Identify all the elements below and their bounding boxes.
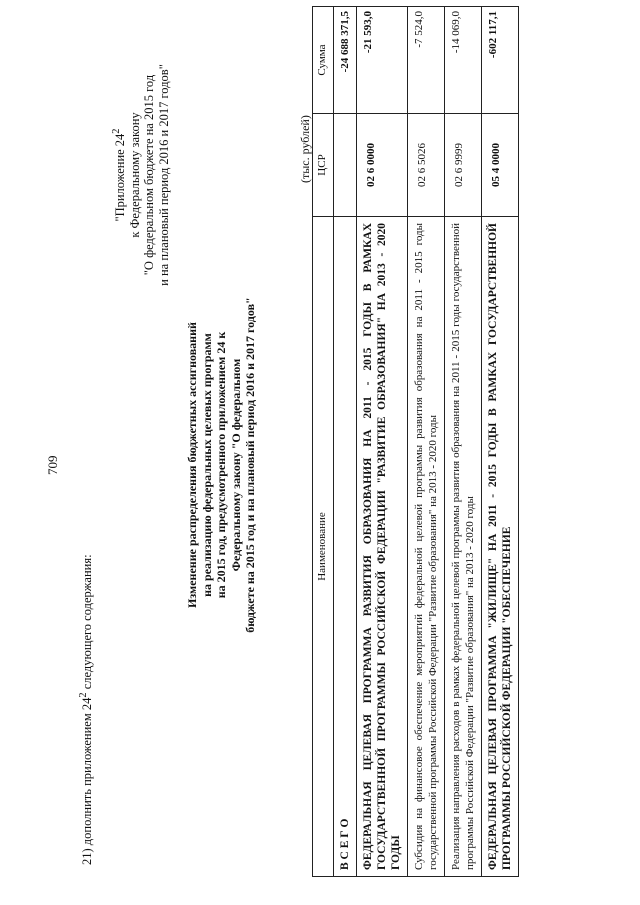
row-code: 05 4 0000 (482, 114, 519, 217)
row-code: 02 6 9999 (445, 114, 482, 217)
table-header-row (313, 7, 334, 877)
title-line: Изменение распределения бюджетных ассигнований (185, 322, 199, 608)
appendix-line-3: "О федеральном бюджете на 2015 год (142, 74, 157, 276)
row-sum: -602 117,1 (482, 7, 519, 114)
table-row (445, 7, 482, 877)
title-line: на 2015 год, предусмотренного приложением 24 к (214, 331, 228, 599)
row-code (334, 114, 357, 217)
intro-superscript: 2 (78, 692, 89, 698)
appendix-line-2: к Федеральному закону (127, 112, 142, 238)
row-name: Субсидия на финансовое обеспечение мероприятий федеральной целевой программы развития образования на 2011 - 2015 годы государственной программы Российской Федерации "Развитие образования" на 2013 - 2020 годы (408, 217, 445, 877)
table-row-total (334, 7, 357, 877)
unit-label: (тыс. рублей) (298, 115, 312, 183)
table-row (482, 7, 519, 877)
appendix-line-4: и на плановый период 2016 и 2017 годов" (156, 64, 171, 286)
title-line: бюджете на 2015 год и на плановый период 2016 и 2017 годов" (243, 297, 257, 633)
row-name: ФЕДЕРАЛЬНАЯ ЦЕЛЕВАЯ ПРОГРАММА "ЖИЛИЩЕ" НА 2011 - 2015 ГОДЫ В РАМКАХ ГОСУДАРСТВЕННОЙ ПРОГРАММЫ РОССИЙСКОЙ ФЕДЕРАЦИИ "ОБЕСПЕЧЕНИЕ (482, 217, 519, 877)
document-title (185, 255, 258, 675)
intro-rest: следующего содержания: (80, 554, 95, 693)
table-row (408, 7, 445, 877)
appendix-header (110, 5, 171, 345)
page-number: 709 (45, 455, 60, 475)
row-sum: -24 688 371,5 (334, 7, 357, 114)
row-sum: -21 593,0 (357, 7, 408, 114)
appendix-line-1: "Приложение $24^2$ (111, 128, 128, 222)
header-sum: Сумма (313, 7, 334, 114)
header-name: Наименование (313, 217, 334, 877)
row-sum: -14 069,0 (445, 7, 482, 114)
intro-text: 21) дополнить приложением 24 (80, 697, 95, 865)
header-code: ЦСР (313, 114, 334, 217)
title-line: на реализацию федеральных целевых программ (199, 333, 214, 597)
row-name: Реализация направления расходов в рамках федеральной целевой программы развития образования на 2011 - 2015 годы государственной программы Российской Федерации "Развитие образования" на 2013 - 2020 годы (445, 217, 482, 877)
allocation-table (312, 6, 519, 877)
row-name: ФЕДЕРАЛЬНАЯ ЦЕЛЕВАЯ ПРОГРАММА РАЗВИТИЯ ОБРАЗОВАНИЯ НА 2011 - 2015 ГОДЫ В РАМКАХ ГОСУДАРСТВЕННОЙ ПРОГРАММЫ РОССИЙСКОЙ ФЕДЕРАЦИИ "РАЗВИТИЕ ОБРАЗОВАНИЯ" НА 2013 - 2020 ГОДЫ (357, 217, 408, 877)
intro-line (78, 554, 95, 865)
row-code: 02 6 5026 (408, 114, 445, 217)
row-name: В С Е Г О (334, 217, 357, 877)
table-row (357, 7, 408, 877)
title-line: Федеральному закону "О федеральном (228, 358, 243, 572)
row-code: 02 6 0000 (357, 114, 408, 217)
row-sum: -7 524,0 (408, 7, 445, 114)
